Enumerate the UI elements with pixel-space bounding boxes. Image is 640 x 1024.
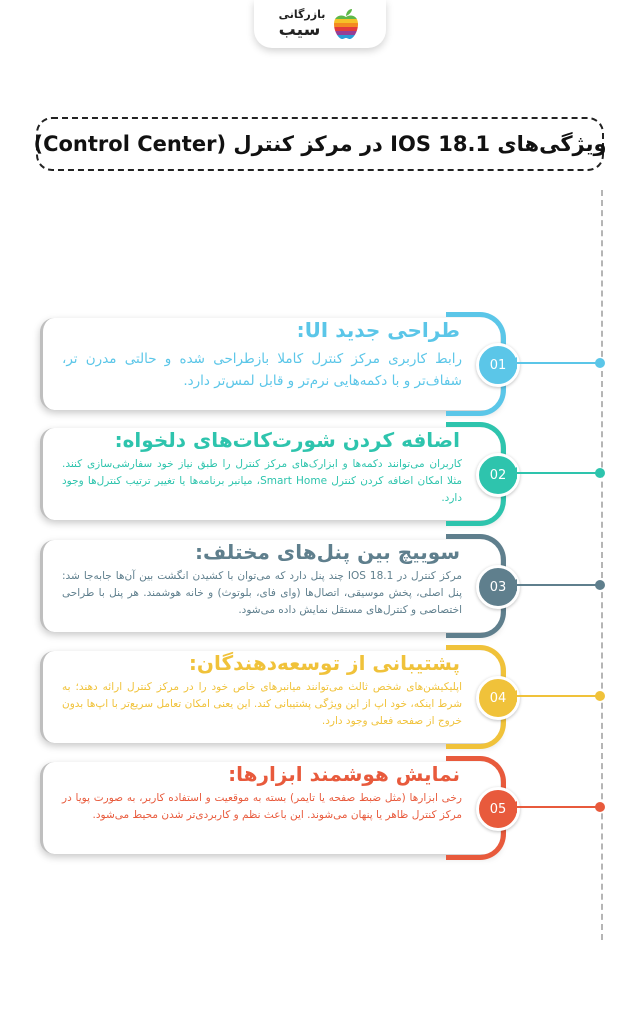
- arrow-left-icon: [508, 357, 517, 369]
- connector-1: [508, 357, 602, 369]
- timeline-dot: [595, 358, 605, 368]
- brand-wordmark: [279, 9, 326, 39]
- feature-card-2: [40, 428, 507, 520]
- feature-description: رخی ابزارها (مثل ضبط صفحه یا تایمر) بسته به موقعیت و استفاده کاربر، به صورت پویا در مرکز کنترل ظاهر یا پنهان می‌شوند. این باعث نظم و کاربردی‌تر شدن محیط می‌شود.: [62, 792, 462, 821]
- connector-4: [508, 690, 602, 702]
- arrow-left-icon: [508, 467, 517, 479]
- feature-title: سوییچ بین پنل‌های مختلف:: [194, 540, 460, 564]
- timeline-dot: [595, 691, 605, 701]
- feature-description: اپلیکیشن‌های شخص ثالث می‌توانند میانبرهای خاص خود را در مرکز کنترل ارائه دهند؛ به شرط اینکه، خود اپ از این ویژگی پشتیبانی کند. این یعنی امکان تعامل سریع‌تر با اپ‌ها بدون خروج از صفحه فعلی وجود دارد.: [62, 681, 462, 727]
- timeline-dot: [595, 802, 605, 812]
- arrow-left-icon: [508, 690, 517, 702]
- timeline-line: [601, 190, 603, 940]
- feature-card-3: [40, 540, 507, 632]
- connector-3: [508, 579, 602, 591]
- brand-logo: [254, 0, 386, 48]
- feature-number-badge: 03: [476, 565, 520, 609]
- feature-description: رابط کاربری مرکز کنترل کاملا بازطراحی شده و حالتی مدرن تر، شفاف‌تر و با دکمه‌هایی نرم‌تر و قابل لمس‌تر دارد.: [62, 351, 462, 389]
- page-title: ویژگی‌های IOS 18.1 در مرکز کنترل (Control Center): [33, 132, 607, 156]
- feature-number-badge: 02: [476, 453, 520, 497]
- arrow-left-icon: [508, 801, 517, 813]
- connector-2: [508, 467, 602, 479]
- feature-title: اضافه کردن شورت‌کات‌های دلخواه:: [114, 428, 460, 452]
- feature-card-4: [40, 651, 507, 743]
- feature-card-5: [40, 762, 507, 854]
- brand-line-1: بازرگانی: [278, 8, 326, 21]
- title-box: [33, 117, 607, 171]
- feature-number-badge: 01: [476, 343, 520, 387]
- feature-title: نمایش هوشمند ابزارها:: [228, 762, 460, 786]
- timeline-dot: [595, 468, 605, 478]
- feature-title: طراحی جدید UI:: [296, 318, 460, 342]
- feature-description: مرکز کنترل در IOS 18.1 چند پنل دارد که می‌توان با کشیدن انگشت بین آن‌ها جابه‌جا شد: پنل اصلی، پخش موسیقی، اتصال‌ها (وای فای، بلوتوث) و خانه هوشمند. هر پنل با طراحی اختصاصی و کنترل‌های مستقل نمایش داده می‌شود.: [62, 570, 462, 616]
- feature-card-1: [40, 318, 507, 410]
- feature-description: کاربران می‌توانند دکمه‌ها و ابزارک‌های مرکز کنترل را طبق نیاز خود سفارشی‌سازی کنند. مثلا امکان اضافه کردن کنترل Smart Home، میانبر برنامه‌ها یا تغییر ترتیب کنترل‌ها وجود دارد.: [62, 458, 463, 504]
- brand-line-2: سیب: [278, 20, 321, 40]
- apple-logo-icon: [331, 8, 361, 40]
- timeline-dot: [595, 580, 605, 590]
- arrow-left-icon: [508, 579, 517, 591]
- feature-number-badge: 05: [476, 787, 520, 831]
- feature-number-badge: 04: [476, 676, 520, 720]
- connector-5: [508, 801, 602, 813]
- feature-title: پشتیبانی از توسعه‌دهندگان:: [188, 651, 460, 675]
